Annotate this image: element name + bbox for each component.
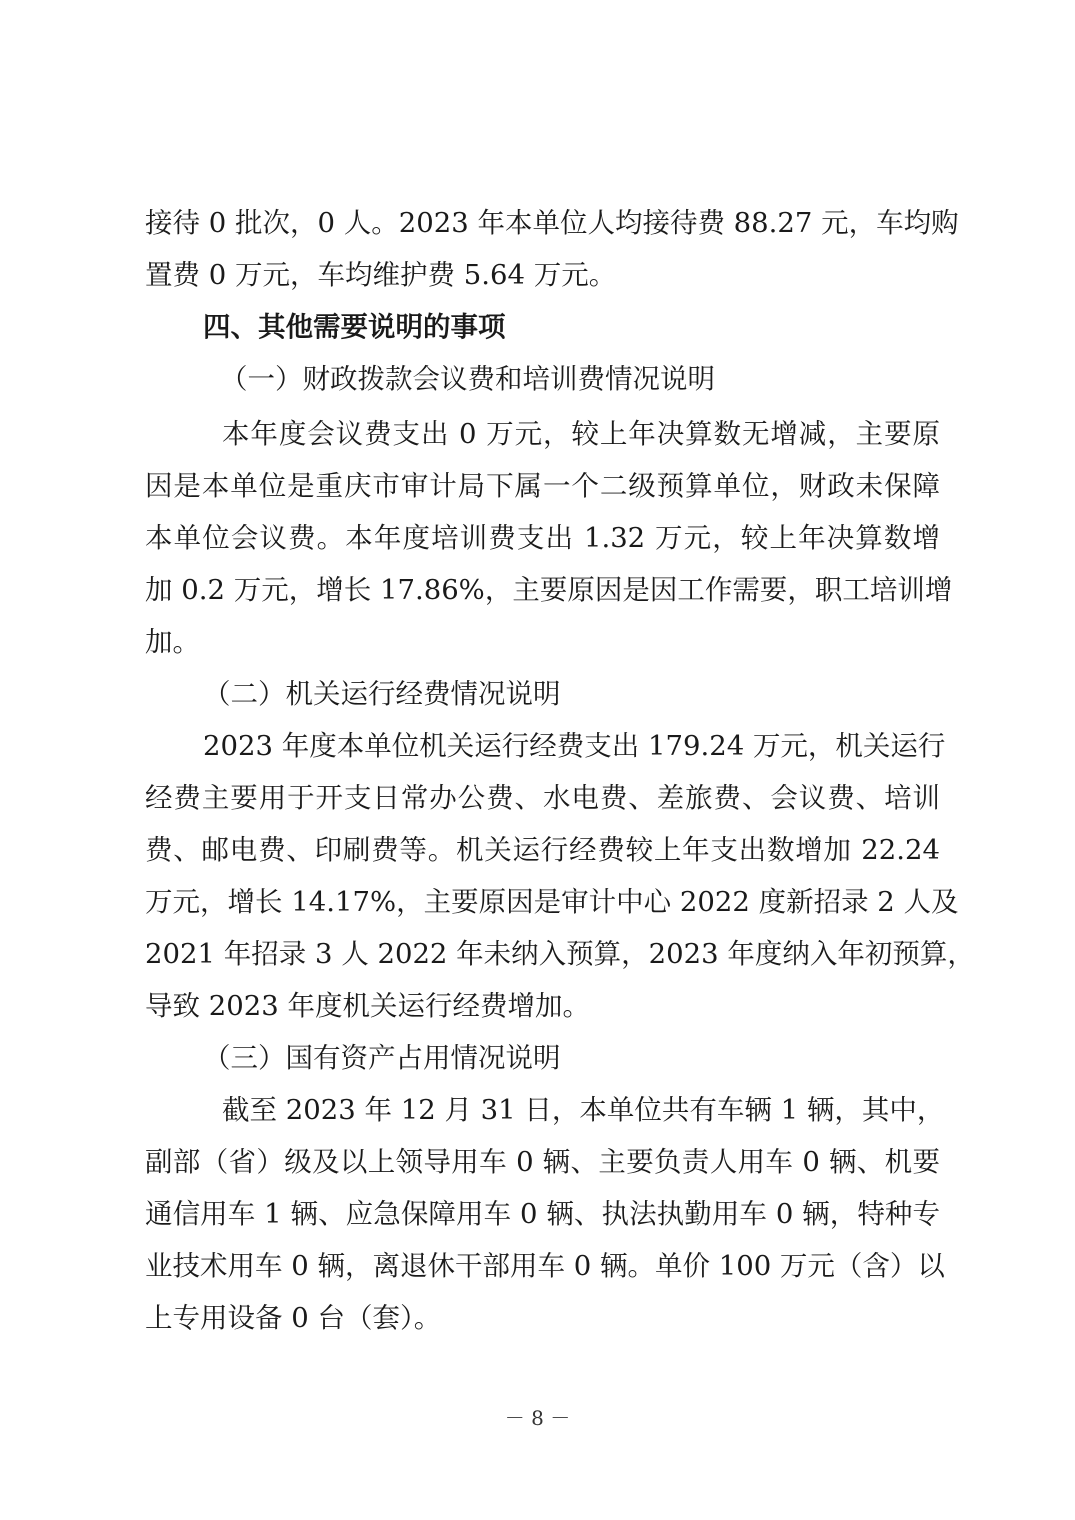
text-line: 副部（省）级及以上领导用车 0 辆、主要负责人用车 0 辆、机要: [145, 1146, 940, 1178]
subsection-heading: （一）财政拨款会议费和培训费情况说明: [220, 363, 715, 395]
subsection-heading: （三）国有资产占用情况说明: [203, 1042, 561, 1074]
text-line: 本单位会议费。本年度培训费支出 1.32 万元，较上年决算数增: [145, 522, 940, 554]
text-line: 万元，增长 14.17%，主要原因是审计中心 2022 度新招录 2 人及: [145, 886, 959, 918]
text-line: 加。: [145, 626, 200, 658]
text-line: 接待 0 批次，0 人。2023 年本单位人均接待费 88.27 元，车均购: [145, 207, 959, 239]
text-line: 截至 2023 年 12 月 31 日，本单位共有车辆 1 辆，其中，: [222, 1094, 945, 1126]
text-line: 因是本单位是重庆市审计局下属一个二级预算单位，财政未保障: [145, 470, 940, 502]
text-line: 加 0.2 万元，增长 17.86%，主要原因是因工作需要，职工培训增: [145, 574, 953, 606]
text-line: 导致 2023 年度机关运行经费增加。: [145, 990, 590, 1022]
text-line: 上专用设备 0 台（套）。: [145, 1302, 442, 1334]
text-line: 2021 年招录 3 人 2022 年未纳入预算，2023 年度纳入年初预算，: [145, 938, 975, 970]
section-heading: 四、其他需要说明的事项: [203, 311, 506, 343]
text-line: 经费主要用于开支日常办公费、水电费、差旅费、会议费、培训: [145, 782, 940, 814]
page-number: － 8 －: [504, 1406, 571, 1430]
text-line: 置费 0 万元，车均维护费 5.64 万元。: [145, 259, 617, 291]
text-line: 通信用车 1 辆、应急保障用车 0 辆、执法执勤用车 0 辆，特种专: [145, 1198, 940, 1230]
subsection-heading: （二）机关运行经费情况说明: [203, 678, 561, 710]
text-line: 本年度会议费支出 0 万元，较上年决算数无增减，主要原: [222, 418, 940, 450]
text-line: 2023 年度本单位机关运行经费支出 179.24 万元，机关运行: [203, 730, 946, 762]
text-line: 业技术用车 0 辆，离退休干部用车 0 辆。单价 100 万元（含）以: [145, 1250, 945, 1282]
text-line: 费、邮电费、印刷费等。机关运行经费较上年支出数增加 22.24: [145, 834, 940, 866]
